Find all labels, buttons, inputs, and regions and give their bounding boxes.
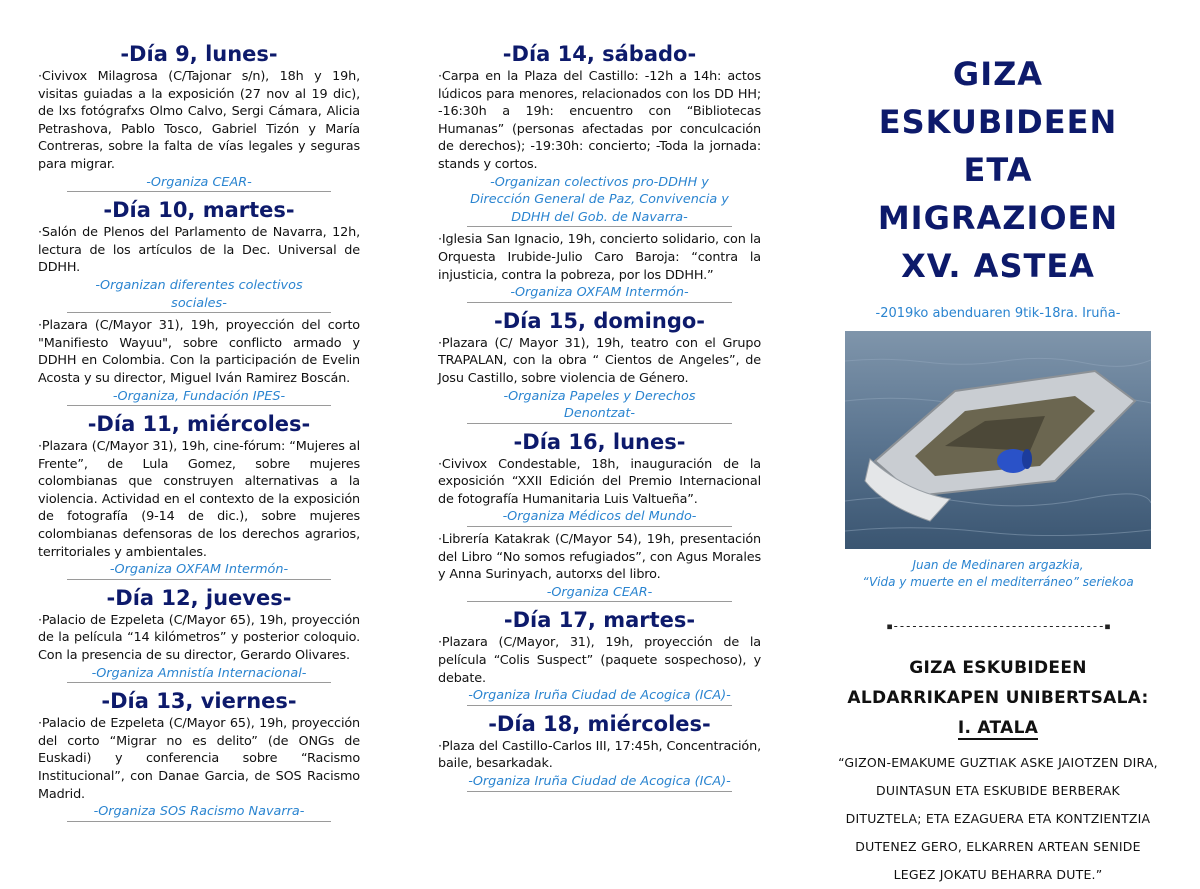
event-description: ·Plazara (C/Mayor 31), 19h, proyección del corto "Manifiesto Wayuu", sobre conflicto armado y DDHH en Colombia. Con la participación de Evelin Acosta y su director, Miguel Iván Ramirez Boscán. (38, 318, 360, 386)
divider-line: ▪----------------------------------▪ (885, 619, 1111, 633)
day-section (438, 428, 761, 603)
event-organizer: -Organiza Médicos del Mundo- (467, 508, 732, 527)
event-organizer: -Organizan colectivos pro-DDHH y Dirección General de Paz, Convivencia y DDHH del Gob. de Navarra- (467, 174, 732, 228)
day-section (38, 40, 360, 192)
main-title-line-2: ETA MIGRAZIOEN (877, 151, 1119, 237)
event-description: ·Carpa en la Plaza del Castillo: -12h a 14h: actos lúdicos para menores, relacionados con los DD HH; -16:30h a 19h: encuentro con “Bibliotecas Humanas” (personas afectadas por conculcación de derechos); -19:30h: concierto; -Toda la jornada: stands y cortos. (438, 69, 761, 172)
event-description: ·Librería Katakrak (C/Mayor 54), 19h, presentación del Libro “No somos refugiados”, con Agus Morales y Anna Surinyach, autorxs del libro. (438, 532, 761, 583)
day-section (38, 584, 360, 683)
event-organizer: -Organiza OXFAM Intermón- (67, 561, 331, 580)
event-organizer: -Organiza OXFAM Intermón- (467, 284, 732, 303)
event-organizer: -Organiza SOS Racismo Navarra- (67, 803, 331, 822)
day-title: -Día 16, lunes- (513, 429, 686, 454)
declaration-title-line-1: GIZA ESKUBIDEEN (909, 658, 1087, 678)
day-section (38, 687, 360, 822)
event-description: ·Palacio de Ezpeleta (C/Mayor 65), 19h, proyección del corto “Migrar no es delito” (de ONGs de Euskadi) y conferencia sobre “Racismo Institucional”, con Danae Garcia, de SOS Racismo Madrid. (38, 716, 360, 802)
day-title: -Día 12, jueves- (106, 585, 292, 610)
day-title: -Día 14, sábado- (502, 42, 697, 66)
event-description: ·Iglesia San Ignacio, 19h, concierto solidario, con la Orquesta Irubide-Julio Caro Baroja: “contra la injusticia, contra la pobreza, por los DDHH.” (438, 232, 761, 283)
main-title-line-3: XV. ASTEA (901, 247, 1095, 285)
event-description: ·Palacio de Ezpeleta (C/Mayor 65), 19h, proyección de la película “14 kilómetros” y posterior coloquio. Con la presencia de su director, Gerardo Olivares. (38, 612, 360, 664)
sinking-boat-image (845, 331, 1151, 549)
event-organizer: -Organiza Papeles y Derechos Denontzat- (467, 388, 732, 424)
event-organizer: -Organiza Iruña Ciudad de Acogica (ICA)- (467, 687, 732, 706)
event-description: ·Plazara (C/Mayor 31), 19h, cine-fórum: “Mujeres al Frente”, de Lula Gomez, sobre mujeres colombianas que construyen alternativas a la violencia. Actividad en el contexto de la exposición de fotografía (9-14 de dic.), sobre mujeres colombianas defensoras de los derechos agrarios, territoriales y ambientales. (38, 439, 360, 560)
date-subtitle: -2019ko abenduaren 9tik-18ra. Iruña- (875, 306, 1121, 321)
day-section (438, 606, 761, 705)
photo-caption-line-2: “Vida y muerte en el mediterráneo” seriekoa (862, 575, 1134, 589)
day-section (38, 410, 360, 580)
day-title: -Día 17, martes- (503, 608, 696, 633)
event-description: ·Plaza del Castillo-Carlos III, 17:45h, Concentración, baile, besarkadak. (438, 738, 761, 772)
article-label: I. ATALA (957, 718, 1039, 738)
event-description: ·Civivox Milagrosa (C/Tajonar s/n), 18h y 19h, visitas guiadas a la exposición (27 nov al 19 dic), de lxs fotógrafxs Olmo Calvo, Sergi Cámara, Alicia Petrashova, Pablo Tosco, Gabriel Tizón y María Contreras, sobre la falta de vías legales y seguras para migrar. (38, 69, 360, 172)
declaration-title-line-3 (838, 713, 1158, 743)
declaration-quote: “GIZON-EMAKUME GUZTIAK ASKE JAIOTZEN DIRA, DUINTASUN ETA ESKUBIDE BERBERAK DITUZTELA; ETA EZAGUERA ETA KONTZIENTZIA DUTENEZ GERO, ELKARREN ARTEAN SENIDE LEGEZ JOKATU BEHARRA DUTE.” (838, 755, 1158, 882)
event-organizer: -Organiza CEAR- (467, 584, 732, 603)
declaration-title-line-2: ALDARRIKAPEN UNIBERTSALA: (847, 688, 1149, 708)
event-organizer: -Organiza CEAR- (67, 174, 331, 193)
day-title: -Día 10, martes- (103, 198, 295, 223)
day-section (438, 307, 761, 424)
event-organizer: -Organiza, Fundación IPES- (67, 388, 331, 407)
day-section (38, 196, 360, 406)
photo-caption-line-1: Juan de Medinaren argazkia, (912, 558, 1084, 572)
event-organizer: -Organizan diferentes colectivos sociales- (67, 277, 331, 313)
main-title (838, 50, 1158, 290)
day-title: -Día 15, domingo- (493, 308, 705, 333)
event-organizer: -Organiza Iruña Ciudad de Acogica (ICA)- (467, 773, 732, 792)
event-description: ·Salón de Plenos del Parlamento de Navarra, 12h, lectura de los artículos de la Dec. Universal de DDHH. (38, 225, 360, 276)
event-description: ·Civivox Condestable, 18h, inauguración de la exposición “XXII Edición del Premio Internacional de fotografía Humanitaria Luis Valtueña”. (438, 456, 761, 507)
day-title: -Día 9, lunes- (120, 42, 278, 66)
main-title-line-1: GIZA ESKUBIDEEN (878, 55, 1118, 141)
event-organizer: -Organiza Amnistía Internacional- (67, 665, 331, 684)
day-title: -Día 11, miércoles- (87, 412, 311, 437)
photo-caption (838, 557, 1158, 591)
event-description: ·Plazara (C/Mayor, 31), 19h, proyección de la película “Colis Suspect” (paquete sospechoso), y debate. (438, 635, 761, 686)
boat-photo (845, 331, 1151, 549)
program-column-1 (38, 40, 360, 826)
day-title: -Día 18, miércoles- (488, 711, 711, 736)
cover-column (838, 40, 1158, 889)
program-column-2 (438, 40, 761, 796)
day-section (438, 40, 761, 303)
day-title: -Día 13, viernes- (101, 689, 297, 714)
day-section (438, 710, 761, 792)
event-description: ·Plazara (C/ Mayor 31), 19h, teatro con el Grupo TRAPALAN, con la obra “ Cientos de Angeles”, de Josu Castillo, sobre violencia de Género. (438, 335, 761, 386)
